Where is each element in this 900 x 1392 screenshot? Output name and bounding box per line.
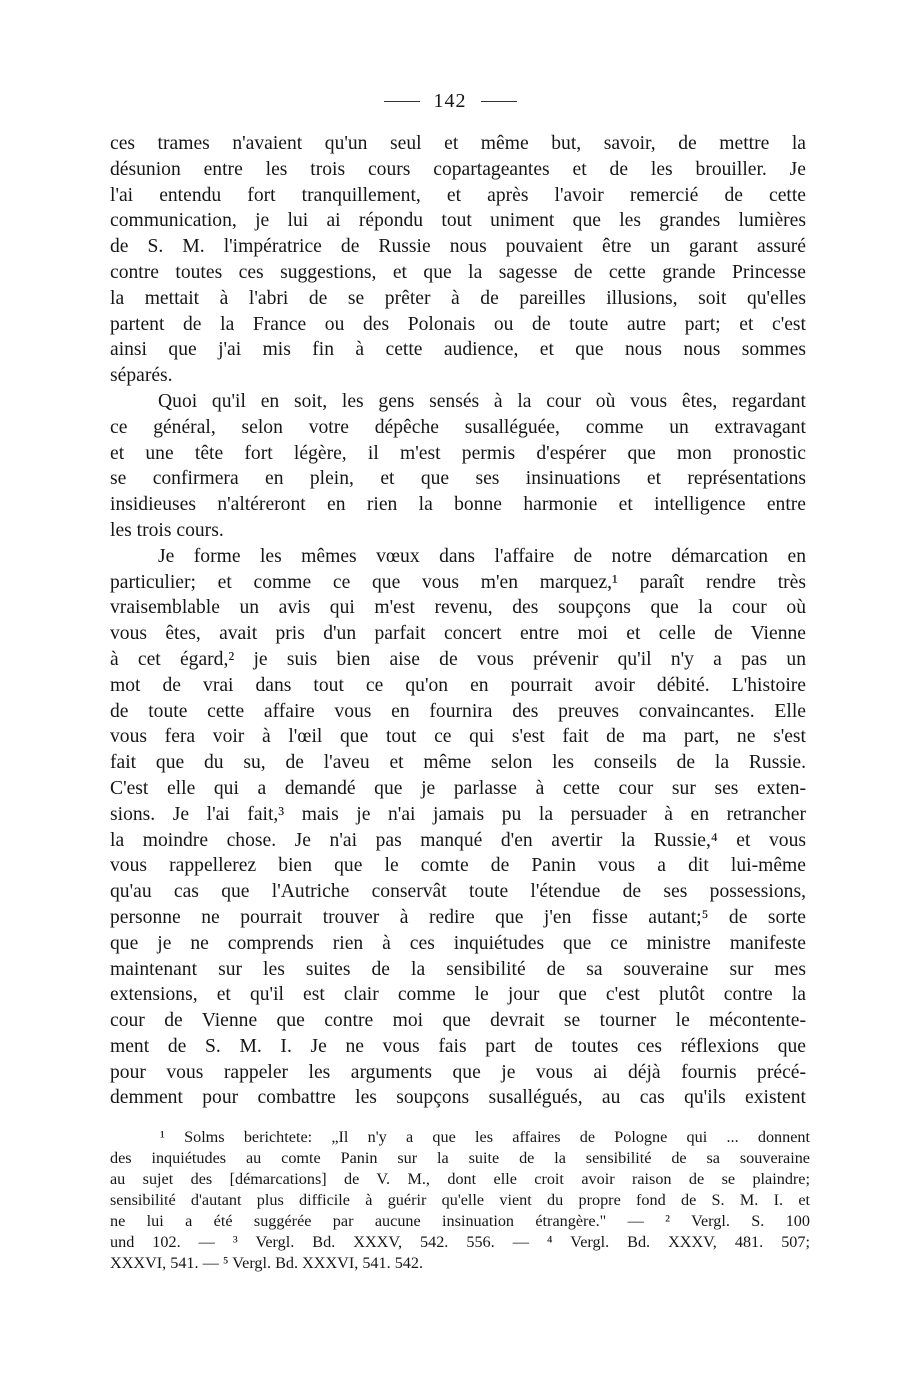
text-line: particulier; et comme ce que vous m'en marquez,¹ paraît rendre très <box>110 571 806 593</box>
page-number: 142 <box>433 89 467 112</box>
text-line: vraisemblable un avis qui m'est revenu, des soupçons que la cour où <box>110 597 806 619</box>
text-line: ment de S. M. I. Je ne vous fais part de toutes ces réflexions que <box>110 1035 806 1057</box>
text-line: sions. Je l'ai fait,³ mais je n'ai jamais pu la persuader à en retrancher <box>110 803 806 825</box>
text-line: extensions, et qu'il est clair comme le jour que c'est plutôt contre la <box>110 984 806 1006</box>
footnotes <box>110 1127 810 1274</box>
text-line: ces trames n'avaient qu'un seul et même but, savoir, de mettre la <box>110 133 806 154</box>
header-rule-left <box>384 101 420 102</box>
text-line: de toute cette affaire vous en fournira des preuves convaincantes. Elle <box>110 700 806 722</box>
page-header <box>0 88 900 114</box>
footnote-line: ne lui a été suggérée par aucune insinuation étrangère." — ² Vergl. S. 100 <box>110 1212 810 1230</box>
text-line: C'est elle qui a demandé que je parlasse à cette cour sur ses exten- <box>110 777 806 799</box>
text-line: ainsi que j'ai mis fin à cette audience, et que nous nous sommes <box>110 339 806 361</box>
text-line: fait que du su, de l'aveu et même selon les conseils de la Russie. <box>110 752 806 774</box>
text-line: mot de vrai dans tout ce qu'on en pourrait avoir débité. L'histoire <box>110 674 806 696</box>
text-line: ce général, selon votre dépêche susalléguée, comme un extravagant <box>110 416 806 438</box>
text-line: pour vous rappeler les arguments que je vous ai déjà fournis précé- <box>110 1061 806 1083</box>
text-line: demment pour combattre les soupçons susallégués, au cas qu'ils existent <box>110 1087 806 1109</box>
body-text <box>110 131 806 1111</box>
text-line: partent de la France ou des Polonais ou de toute autre part; et c'est <box>110 313 806 335</box>
text-line: cour de Vienne que contre moi que devrait se tourner le mécontente- <box>110 1010 806 1032</box>
text-line: personne ne pourrait trouver à redire que j'en fisse autant;⁵ de sorte <box>110 906 806 928</box>
text-line: à cet égard,² je suis bien aise de vous prévenir qu'il n'y a pas un <box>110 648 806 670</box>
text-line: se confirmera en plein, et que ses insinuations et représentations <box>110 468 806 490</box>
header-rule-right <box>481 101 517 102</box>
text-line: insidieuses n'altéreront en rien la bonne harmonie et intelligence entre <box>110 494 806 516</box>
paragraph-start-line: Je forme les mêmes vœux dans l'affaire de notre démarcation en <box>158 545 806 567</box>
text-line: qu'au cas que l'Autriche conservât toute l'étendue de ses possessions, <box>110 881 806 903</box>
text-line: vous êtes, avait pris d'un parfait concert entre moi et celle de Vienne <box>110 623 806 645</box>
text-line: la moindre chose. Je n'ai pas manqué d'en avertir la Russie,⁴ et vous <box>110 829 806 851</box>
footnote-line: XXXVI, 541. — ⁵ Vergl. Bd. XXXVI, 541. 542. <box>110 1254 424 1272</box>
footnote-line: und 102. — ³ Vergl. Bd. XXXV, 542. 556. — ⁴ Vergl. Bd. XXXV, 481. 507; <box>110 1233 810 1251</box>
text-line: la mettait à l'abri de se prêter à de pareilles illusions, soit qu'elles <box>110 287 806 309</box>
text-line: désunion entre les trois cours copartageantes et de les brouiller. Je <box>110 158 806 180</box>
footnote-line: ¹ Solms berichtete: „Il n'y a que les affaires de Pologne qui ... donnent <box>160 1128 810 1146</box>
footnote-line: sensibilité d'autant plus difficile à guérir qu'elle vient du propre fond de S. M. I. et <box>110 1191 810 1209</box>
text-line: vous fera voir à l'œil que tout ce qui s'est fait de ma part, ne s'est <box>110 726 806 748</box>
text-line: que je ne comprends rien à ces inquiétudes que ce ministre manifeste <box>110 932 806 954</box>
text-line: les trois cours. <box>110 519 224 541</box>
text-line: et une tête fort légère, il m'est permis d'espérer que mon pronostic <box>110 442 806 464</box>
text-line: vous rappellerez bien que le comte de Panin vous a dit lui-même <box>110 855 806 877</box>
footnote-line: des inquiétudes au comte Panin sur la suite de la sensibilité de sa souveraine <box>110 1149 810 1167</box>
text-line: séparés. <box>110 365 173 387</box>
text-line: l'ai entendu fort tranquillement, et après l'avoir remercié de cette <box>110 184 806 206</box>
paragraph-start-line: Quoi qu'il en soit, les gens sensés à la cour où vous êtes, regardant <box>158 390 806 412</box>
text-line: de S. M. l'impératrice de Russie nous pouvaient être un garant assuré <box>110 236 806 258</box>
text-line: maintenant sur les suites de la sensibilité de sa souveraine sur mes <box>110 958 806 980</box>
footnote-line: au sujet des [démarcations] de V. M., dont elle croit avoir raison de se plaindre; <box>110 1170 810 1188</box>
text-line: contre toutes ces suggestions, et que la sagesse de cette grande Princesse <box>110 261 806 283</box>
text-line: communication, je lui ai répondu tout uniment que les grandes lumières <box>110 210 806 232</box>
